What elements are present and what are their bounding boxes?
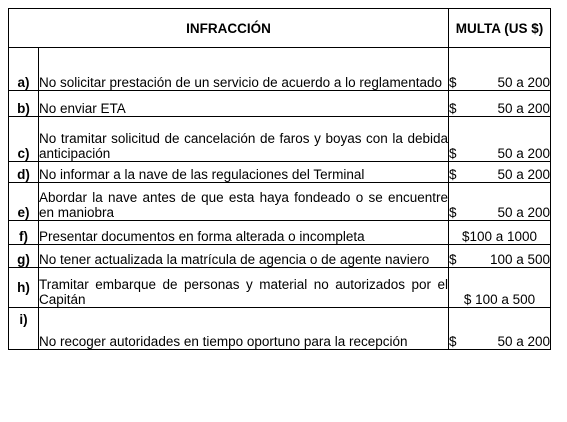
row-infraction: No tener actualizada la matrícula de agencia o de agente naviero	[39, 245, 449, 268]
row-letter: e)	[9, 183, 39, 221]
table-row	[9, 117, 551, 162]
row-infraction: No informar a la nave de las regulaciones del Terminal	[39, 162, 449, 183]
row-fine: $ 100 a 500	[449, 268, 551, 308]
row-infraction: No enviar ETA	[39, 91, 449, 117]
fine-currency: $	[449, 75, 457, 90]
fine-amount: 50 a 200	[497, 146, 550, 161]
row-fine	[449, 91, 551, 117]
fine-amount: 50 a 200	[497, 75, 550, 90]
row-letter: f)	[9, 221, 39, 245]
table-row	[9, 48, 551, 91]
row-fine	[449, 48, 551, 91]
row-letter: g)	[9, 245, 39, 268]
row-letter: b)	[9, 91, 39, 117]
table-row	[9, 221, 551, 245]
fine-amount: 100 a 500	[489, 252, 550, 267]
fine-currency: $	[449, 101, 457, 116]
infraction-header: INFRACCIÓN	[9, 9, 449, 48]
table-row	[9, 183, 551, 221]
row-fine	[449, 117, 551, 162]
fine-amount: 50 a 200	[497, 334, 550, 349]
table-row	[9, 268, 551, 308]
row-letter: d)	[9, 162, 39, 183]
table-row	[9, 308, 551, 350]
row-letter: h)	[9, 268, 39, 308]
row-infraction: No recoger autoridades en tiempo oportuno para la recepción	[39, 308, 449, 350]
row-fine	[449, 245, 551, 268]
fine-currency: $	[449, 205, 457, 220]
fine-amount: 50 a 200	[497, 101, 550, 116]
fine-currency: $	[449, 334, 457, 349]
row-infraction: No tramitar solicitud de cancelación de faros y boyas con la debida anticipación	[39, 117, 449, 162]
fine-amount: 50 a 200	[497, 167, 550, 182]
row-letter: i)	[9, 308, 39, 350]
row-fine	[449, 183, 551, 221]
table-row	[9, 245, 551, 268]
table-header-row	[9, 9, 551, 48]
fine-amount: 50 a 200	[497, 205, 550, 220]
fine-currency: $	[449, 146, 457, 161]
row-letter: a)	[9, 48, 39, 91]
row-infraction: No solicitar prestación de un servicio de acuerdo a lo reglamentado	[39, 48, 449, 91]
row-fine: $100 a 1000	[449, 221, 551, 245]
table-row	[9, 162, 551, 183]
row-infraction: Tramitar embarque de personas y material no autorizados por el Capitán	[39, 268, 449, 308]
table-row	[9, 91, 551, 117]
row-letter: c)	[9, 117, 39, 162]
row-fine	[449, 162, 551, 183]
row-infraction: Abordar la nave antes de que esta haya fondeado o se encuentre en maniobra	[39, 183, 449, 221]
fines-table	[8, 8, 551, 350]
fine-currency: $	[449, 167, 457, 182]
fine-currency: $	[449, 252, 457, 267]
row-fine	[449, 308, 551, 350]
fine-header: MULTA (US $)	[449, 9, 551, 48]
row-infraction: Presentar documentos en forma alterada o incompleta	[39, 221, 449, 245]
